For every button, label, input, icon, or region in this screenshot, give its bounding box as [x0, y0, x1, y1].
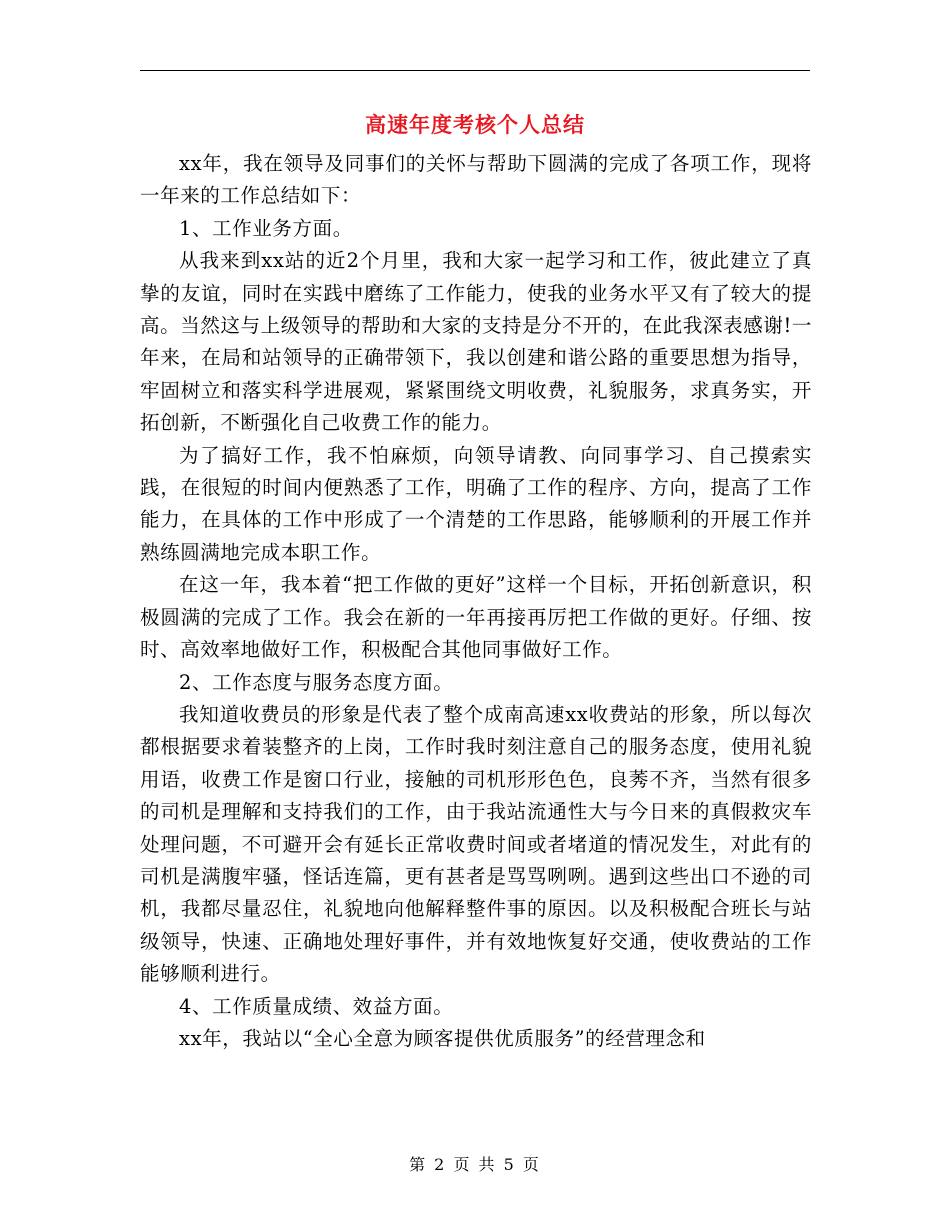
- document-title: 高速年度考核个人总结: [365, 112, 585, 137]
- paragraph-quality: xx年，我站以“全心全意为顾客提供优质服务”的经营理念和: [179, 1026, 706, 1050]
- paragraph-learning: 为了搞好工作，我不怕麻烦，向领导请教、向同事学习、自己摸索实践，在很短的时间内便熟悉了工作，明确了工作的程序、方向，提高了工作能力，在具体的工作中形成了一个清楚的工作思路，能够顺利的开展工作并熟练圆满地完成本职工作。: [140, 443, 812, 564]
- header-rule: [140, 70, 810, 71]
- page-number: 第 2 页 共 5 页: [409, 1155, 541, 1174]
- section-heading-quality: 4、工作质量成绩、效益方面。: [179, 994, 454, 1018]
- document-body: [140, 148, 812, 1055]
- paragraph-intro: xx年，我在领导及同事们的关怀与帮助下圆满的完成了各项工作，现将一年来的工作总结如下：: [140, 152, 812, 208]
- section-heading-attitude: 2、工作态度与服务态度方面。: [179, 670, 454, 694]
- paragraph-attitude: 我知道收费员的形象是代表了整个成南高速xx收费站的形象，所以每次都根据要求着装整齐的上岗，工作时我时刻注意自己的服务态度，使用礼貌用语，收费工作是窗口行业，接触的司机形形色色，良莠不齐，当然有很多的司机是理解和支持我们的工作，由于我站流通性大与今日来的真假救灾车处理问题，不可避开会有延长正常收费时间或者堵道的情况发生，对此有的司机是满腹牢骚，怪话连篇，更有甚者是骂骂咧咧。遇到这些出口不逊的司机，我都尽量忍住，礼貌地向他解释整件事的原因。以及积极配合班长与站级领导，快速、正确地处理好事件，并有效地恢复好交通，使收费站的工作能够顺利进行。: [140, 702, 812, 986]
- paragraph-goal: 在这一年，我本着“把工作做的更好”这样一个目标，开拓创新意识，积极圆满的完成了工作。我会在新的一年再接再厉把工作做的更好。仔细、按时、高效率地做好工作，积极配合其他同事做好工作。: [140, 573, 812, 662]
- section-heading-business: 1、工作业务方面。: [179, 216, 353, 240]
- paragraph-business: 从我来到xx站的近2个月里，我和大家一起学习和工作，彼此建立了真挚的友谊，同时在实践中磨练了工作能力，使我的业务水平又有了较大的提高。当然这与上级领导的帮助和大家的支持是分不开的，在此我深表感谢!一年来，在局和站领导的正确带领下，我以创建和谐公路的重要思想为指导，牢固树立和落实科学进展观，紧紧围绕文明收费，礼貌服务，求真务实，开拓创新，不断强化自己收费工作的能力。: [140, 249, 812, 435]
